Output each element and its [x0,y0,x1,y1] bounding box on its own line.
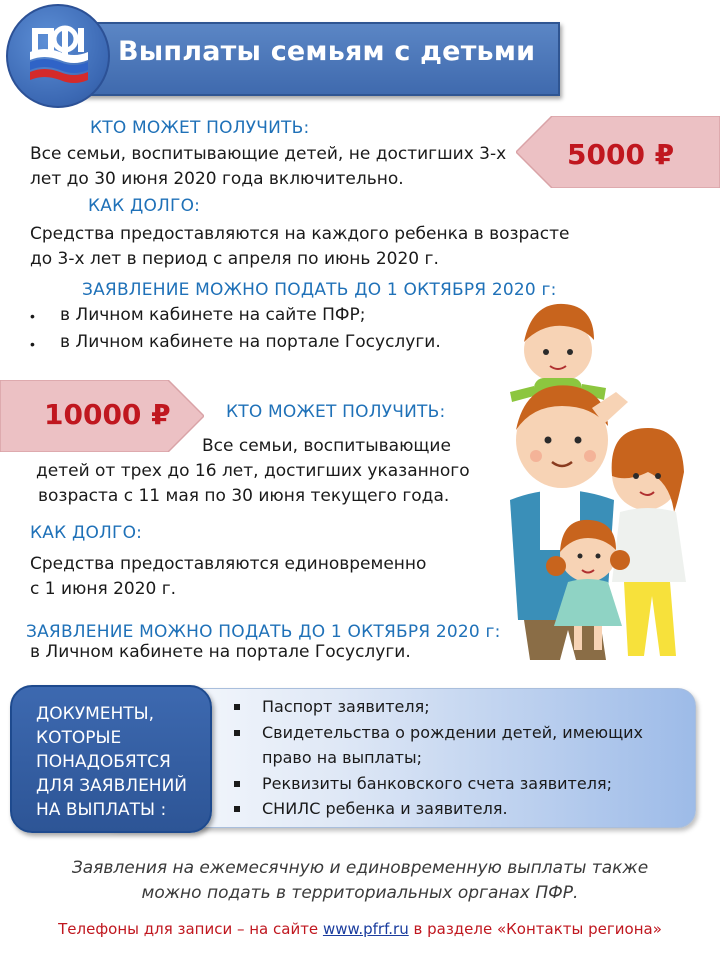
footer-note-line: Заявления на ежемесячную и единовременную выплаты также [71,858,649,878]
square-bullet-icon [234,806,240,812]
documents-label-line: КОТОРЫЕ [36,728,122,748]
documents-label-line: ДЛЯ ЗАЯВЛЕНИЙ [36,776,188,796]
contacts-line [0,920,720,938]
contacts-prefix: Телефоны для записи – на сайте [58,920,323,938]
bullet-icon: • [30,336,35,352]
documents-label [36,702,204,822]
square-bullet-icon [234,704,240,710]
document-item: СНИЛС ребенка и заявителя. [262,799,508,818]
pfr-logo-icon [6,4,110,108]
family-illustration [480,290,716,670]
footer-note [0,856,720,906]
amount-10000: 10000 ₽ [44,398,171,431]
who-can-text-1b: лет до 30 июня 2020 года включительно. [30,169,404,189]
who-can-text-1a: Все семьи, воспитывающие детей, не достигших 3-х [30,144,507,164]
bullet-icon: • [30,308,35,324]
documents-label-line: НА ВЫПЛАТЫ : [36,800,167,820]
who-can-text-2b: детей от трех до 16 лет, достигших указанного [36,461,470,481]
document-item-continued: право на выплаты; [262,748,422,767]
how-long-text-1b: до 3-х лет в период с апреля по июнь 2020 г. [30,249,439,269]
who-can-heading-1: КТО МОЖЕТ ПОЛУЧИТЬ: [90,118,310,138]
apply-item-1: в Личном кабинете на сайте ПФР; [60,305,366,325]
apply-item-2: в Личном кабинете на портале Госуслуги. [60,332,441,352]
who-can-text-2c: возраста с 11 мая по 30 июня текущего года. [38,486,450,506]
how-long-text-2b: с 1 июня 2020 г. [30,579,177,599]
pfr-logo-mark [8,6,108,106]
contacts-suffix: в разделе «Контакты региона» [408,920,662,938]
document-item: Свидетельства о рождении детей, имеющих [262,723,644,742]
documents-label-line: ПОНАДОБЯТСЯ [36,752,171,772]
square-bullet-icon [234,730,240,736]
how-long-text-2a: Средства предоставляются единовременно [30,554,427,574]
who-can-heading-2: КТО МОЖЕТ ПОЛУЧИТЬ: [226,402,446,422]
square-bullet-icon [234,781,240,787]
pfr-website-link[interactable]: www.pfrf.ru [322,920,409,938]
document-item: Паспорт заявителя; [262,697,430,716]
apply-heading-2: ЗАЯВЛЕНИЕ МОЖНО ПОДАТЬ ДО 1 ОКТЯБРЯ 2020 г: [26,622,501,642]
amount-5000: 5000 ₽ [567,138,675,171]
documents-label-line: ДОКУМЕНТЫ, [36,704,155,724]
document-item: Реквизиты банковского счета заявителя; [262,774,612,793]
footer-note-line: можно подать в территориальных органах ПФР. [141,883,579,903]
how-long-heading-2: КАК ДОЛГО: [30,523,143,543]
how-long-text-1a: Средства предоставляются на каждого ребенка в возрасте [30,224,570,244]
apply-heading-1: ЗАЯВЛЕНИЕ МОЖНО ПОДАТЬ ДО 1 ОКТЯБРЯ 2020 г: [82,280,557,300]
page-title: Выплаты семьям с детьми [118,36,536,67]
who-can-text-2a: Все семьи, воспитывающие [202,436,451,456]
apply-text-2: в Личном кабинете на портале Госуслуги. [30,642,411,662]
how-long-heading-1: КАК ДОЛГО: [88,196,201,216]
